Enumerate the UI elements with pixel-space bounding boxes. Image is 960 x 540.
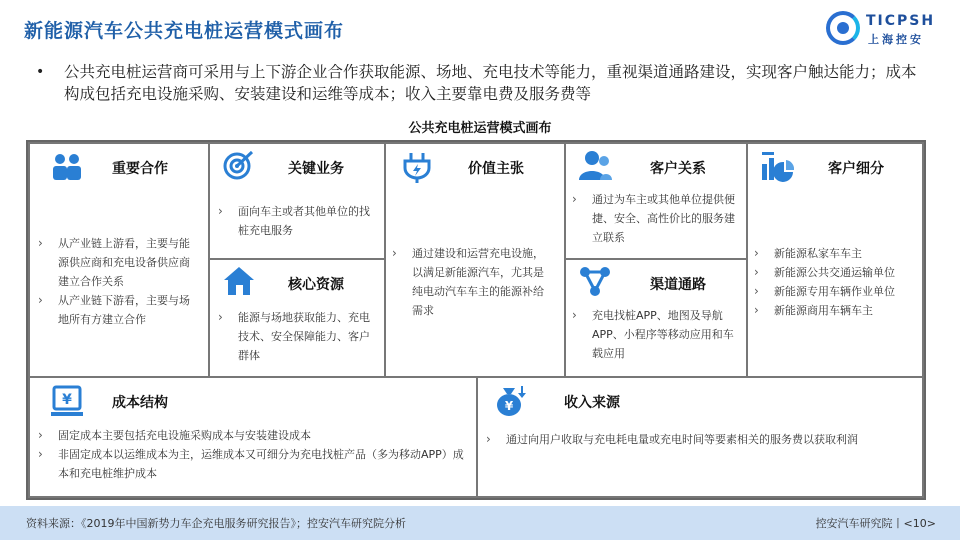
summary-text: 公共充电桩运营商可采用与上下游企业合作获取能源、场地、充电技术等能力，重视渠道通路建设，实现客户触达能力；成本构成包括充电设施采购、安装建设和运维等成本；收入主要靠电费及服务费等: [64, 63, 917, 103]
key-activities-title: 关键业务: [288, 161, 344, 177]
list-item: › 充电找桩APP、地图及导航APP、小程序等移动应用和车载应用: [570, 306, 738, 363]
company-logo: [826, 9, 946, 49]
list-item: › 新能源私家车车主: [752, 244, 922, 263]
customer-relationships-cell: [564, 142, 748, 260]
customer-icon: [578, 148, 612, 182]
key-partners-title: 重要合作: [112, 161, 168, 177]
revenue-streams-cell: [476, 376, 924, 498]
value-proposition-title: 价值主张: [468, 161, 524, 177]
list-item: › 新能源公共交通运输单位: [752, 263, 922, 282]
canvas-title: 公共充电桩运营模式画布: [408, 121, 552, 136]
list-item: › 通过建设和运营充电设施，以满足新能源汽车，尤其是纯电动汽车车主的能源补给需求: [390, 244, 554, 320]
cost-structure-title: 成本结构: [112, 395, 168, 411]
customer-relationships-title: 客户关系: [650, 161, 706, 177]
page-number: 控安汽车研究院丨<10>: [815, 517, 936, 530]
value-proposition-cell: [384, 142, 566, 378]
key-partners-list: [36, 234, 196, 329]
list-item: › 固定成本主要包括充电设施采购成本与安装建设成本: [36, 426, 466, 445]
key-resources-title: 核心资源: [288, 277, 344, 293]
list-item: › 能源与场地获取能力、充电技术、安全保障能力、客户群体: [216, 308, 376, 365]
customer-segments-list: [752, 244, 922, 320]
list-item: › 通过向用户收取与充电耗电量或充电时间等要素相关的服务费以获取利润: [484, 430, 914, 449]
share-icon: [578, 264, 612, 298]
value-proposition-list: [390, 244, 554, 320]
customer-segments-title: 客户细分: [828, 161, 884, 177]
summary-bullet: •: [36, 64, 45, 80]
list-item: › 从产业链上游看，主要与能源供应商和充电设备供应商建立合作关系: [36, 234, 196, 291]
svg-text:¥: ¥: [504, 399, 514, 413]
source-note: 资料来源：《2019年中国新势力车企充电服务研究报告》；控安汽车研究院分析: [26, 517, 406, 530]
list-item: › 从产业链下游看，主要与场地所有方建立合作: [36, 291, 196, 329]
customer-segments-cell: [746, 142, 924, 378]
money-bag-icon: [492, 384, 526, 418]
partners-icon: [50, 150, 84, 184]
list-item: › 新能源专用车辆作业单位: [752, 282, 922, 301]
list-item: › 面向车主或者其他单位的找桩充电服务: [216, 202, 376, 240]
footer-bar: [0, 506, 960, 540]
cost-structure-list: [36, 426, 466, 483]
home-icon: [222, 264, 256, 298]
channels-list: [570, 306, 738, 363]
key-resources-cell: [208, 258, 386, 378]
logo-text-en: TICPSH: [866, 13, 936, 29]
yen-cost-icon: [50, 384, 84, 418]
segment-chart-icon: [760, 150, 794, 184]
logo-text-cn: 上海控安: [868, 33, 924, 46]
key-activities-cell: [208, 142, 386, 260]
customer-relationships-list: [570, 190, 738, 247]
svg-text:¥: ¥: [62, 392, 72, 408]
revenue-streams-list: [484, 430, 914, 449]
channels-title: 渠道通路: [650, 277, 706, 293]
revenue-streams-title: 收入来源: [564, 395, 620, 411]
logo-mark-icon: [826, 11, 860, 45]
list-item: › 通过为车主或其他单位提供便捷、安全、高性价比的服务建立联系: [570, 190, 738, 247]
business-model-canvas: [26, 140, 926, 500]
list-item: › 新能源商用车辆车主: [752, 301, 922, 320]
channels-cell: [564, 258, 748, 378]
key-partners-cell: [28, 142, 210, 378]
plug-icon: [400, 150, 434, 184]
page-title: 新能源汽车公共充电桩运营模式画布: [24, 20, 345, 42]
key-resources-list: [216, 308, 376, 365]
list-item: › 非固定成本以运维成本为主，运维成本又可细分为充电找桩产品（多为移动APP）成本和充电桩维护成本: [36, 445, 466, 483]
cost-structure-cell: [28, 376, 478, 498]
target-icon: [222, 148, 256, 182]
key-activities-list: [216, 202, 376, 240]
